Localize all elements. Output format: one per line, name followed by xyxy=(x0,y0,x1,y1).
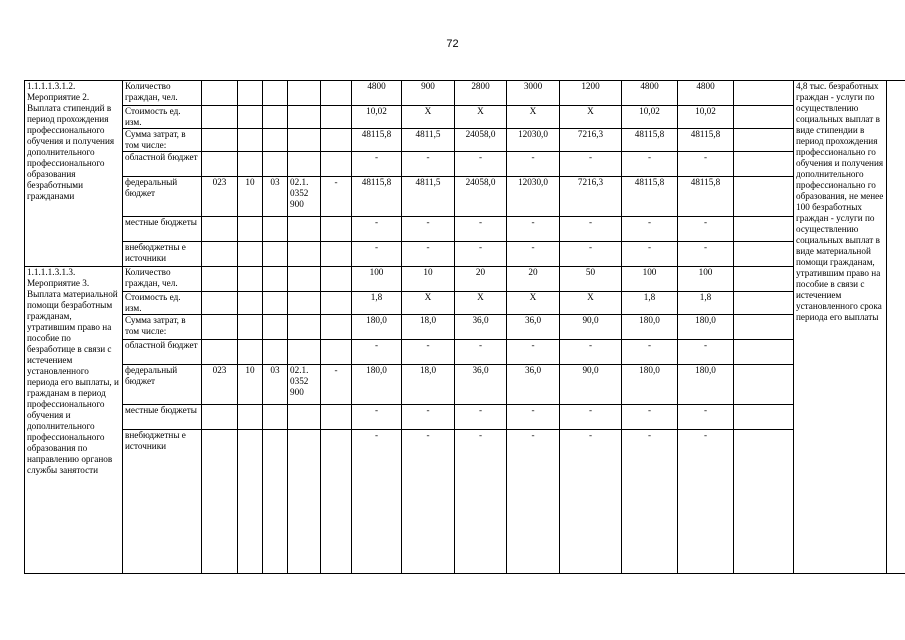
vr-code xyxy=(321,217,352,242)
row-label: областной бюджет xyxy=(123,340,202,365)
value-cell-5: - xyxy=(560,217,622,242)
value-cell-3: - xyxy=(455,242,507,267)
value-cell-6: 180,0 xyxy=(622,315,678,340)
value-cell-4: - xyxy=(507,430,560,574)
value-cell-7: 1,8 xyxy=(678,292,734,315)
rz-code xyxy=(238,292,263,315)
table-row xyxy=(25,430,905,574)
pr-code: 03 xyxy=(263,177,288,217)
row-label: внебюджетны е источники xyxy=(123,242,202,267)
table-row xyxy=(25,340,905,365)
value-cell-2: 18,0 xyxy=(402,315,455,340)
value-cell-5: X xyxy=(560,106,622,129)
rz-code xyxy=(238,152,263,177)
grbs-code xyxy=(202,106,238,129)
pr-code xyxy=(263,106,288,129)
grbs-code xyxy=(202,152,238,177)
value-cell-7: - xyxy=(678,340,734,365)
rz-code xyxy=(238,217,263,242)
value-cell-7: - xyxy=(678,242,734,267)
value-cell-2: 4811,5 xyxy=(402,129,455,152)
value-cell-1: 180,0 xyxy=(352,365,402,405)
value-cell-3: 36,0 xyxy=(455,365,507,405)
table-row xyxy=(25,267,905,292)
value-cell-1: - xyxy=(352,152,402,177)
value-cell-7: 10,02 xyxy=(678,106,734,129)
empty-cell xyxy=(734,106,794,129)
value-cell-1: - xyxy=(352,430,402,574)
rz-code xyxy=(238,129,263,152)
grbs-code xyxy=(202,129,238,152)
vr-code xyxy=(321,267,352,292)
empty-cell xyxy=(734,152,794,177)
value-cell-3: 20 xyxy=(455,267,507,292)
value-cell-5: 1200 xyxy=(560,81,622,106)
value-cell-5: 50 xyxy=(560,267,622,292)
rz-code xyxy=(238,405,263,430)
csr-code xyxy=(288,430,321,574)
grbs-code xyxy=(202,340,238,365)
value-cell-5: 90,0 xyxy=(560,315,622,340)
value-cell-2: - xyxy=(402,430,455,574)
value-cell-1: 1,8 xyxy=(352,292,402,315)
empty-cell xyxy=(734,315,794,340)
value-cell-2: X xyxy=(402,106,455,129)
row-label: Количество граждан, чел. xyxy=(123,81,202,106)
value-cell-3: X xyxy=(455,106,507,129)
value-cell-5: - xyxy=(560,242,622,267)
vr-code xyxy=(321,340,352,365)
row-label: Количество граждан, чел. xyxy=(123,267,202,292)
value-cell-5: 7216,3 xyxy=(560,177,622,217)
row-label: Сумма затрат, в том числе: xyxy=(123,129,202,152)
table-row xyxy=(25,292,905,315)
table-row xyxy=(25,177,905,217)
value-cell-6: 48115,8 xyxy=(622,177,678,217)
rz-code xyxy=(238,106,263,129)
value-cell-6: - xyxy=(622,405,678,430)
pr-code xyxy=(263,405,288,430)
value-cell-4: - xyxy=(507,242,560,267)
grbs-code xyxy=(202,267,238,292)
table-row xyxy=(25,129,905,152)
value-cell-1: 4800 xyxy=(352,81,402,106)
table-row xyxy=(25,315,905,340)
value-cell-7: - xyxy=(678,430,734,574)
value-cell-3: - xyxy=(455,340,507,365)
value-cell-7: 180,0 xyxy=(678,365,734,405)
value-cell-2: - xyxy=(402,340,455,365)
row-label: местные бюджеты xyxy=(123,405,202,430)
grbs-code xyxy=(202,430,238,574)
value-cell-4: 12030,0 xyxy=(507,177,560,217)
value-cell-3: - xyxy=(455,405,507,430)
value-cell-5: 7216,3 xyxy=(560,129,622,152)
empty-cell xyxy=(734,129,794,152)
value-cell-2: - xyxy=(402,217,455,242)
value-cell-5: X xyxy=(560,292,622,315)
value-cell-3: 24058,0 xyxy=(455,177,507,217)
value-cell-3: - xyxy=(455,152,507,177)
grbs-code: 023 xyxy=(202,365,238,405)
value-cell-6: 48115,8 xyxy=(622,129,678,152)
value-cell-5: 90,0 xyxy=(560,365,622,405)
csr-code: 02.1. 0352 900 xyxy=(288,177,321,217)
rz-code: 10 xyxy=(238,365,263,405)
value-cell-4: 20 xyxy=(507,267,560,292)
empty-cell xyxy=(734,405,794,430)
value-cell-4: 36,0 xyxy=(507,365,560,405)
csr-code xyxy=(288,129,321,152)
csr-code xyxy=(288,267,321,292)
empty-cell xyxy=(734,242,794,267)
value-cell-7: - xyxy=(678,152,734,177)
budget-table xyxy=(24,80,905,574)
grbs-code xyxy=(202,315,238,340)
csr-code xyxy=(288,340,321,365)
row-label: внебюджетны е источники xyxy=(123,430,202,574)
value-cell-7: 48115,8 xyxy=(678,129,734,152)
value-cell-6: - xyxy=(622,430,678,574)
value-cell-1: 10,02 xyxy=(352,106,402,129)
table-row xyxy=(25,217,905,242)
table-row xyxy=(25,365,905,405)
empty-cell xyxy=(734,340,794,365)
empty-cell xyxy=(887,81,905,574)
value-cell-7: 100 xyxy=(678,267,734,292)
grbs-code xyxy=(202,405,238,430)
value-cell-1: - xyxy=(352,217,402,242)
value-cell-1: 180,0 xyxy=(352,315,402,340)
row-label: федеральный бюджет xyxy=(123,365,202,405)
table-row xyxy=(25,152,905,177)
row-label: Сумма затрат, в том числе: xyxy=(123,315,202,340)
value-cell-7: - xyxy=(678,405,734,430)
vr-code: - xyxy=(321,177,352,217)
grbs-code xyxy=(202,292,238,315)
value-cell-1: - xyxy=(352,340,402,365)
value-cell-2: 900 xyxy=(402,81,455,106)
vr-code xyxy=(321,315,352,340)
table-row xyxy=(25,106,905,129)
vr-code xyxy=(321,430,352,574)
value-cell-6: 4800 xyxy=(622,81,678,106)
value-cell-6: - xyxy=(622,217,678,242)
value-cell-4: 36,0 xyxy=(507,315,560,340)
vr-code xyxy=(321,242,352,267)
value-cell-4: 3000 xyxy=(507,81,560,106)
csr-code xyxy=(288,217,321,242)
empty-cell xyxy=(734,177,794,217)
empty-cell xyxy=(734,292,794,315)
value-cell-6: 10,02 xyxy=(622,106,678,129)
value-cell-4: - xyxy=(507,405,560,430)
value-cell-6: 100 xyxy=(622,267,678,292)
value-cell-2: - xyxy=(402,152,455,177)
pr-code xyxy=(263,129,288,152)
value-cell-6: 180,0 xyxy=(622,365,678,405)
vr-code xyxy=(321,152,352,177)
rz-code xyxy=(238,315,263,340)
csr-code: 02.1. 0352 900 xyxy=(288,365,321,405)
value-cell-3: 2800 xyxy=(455,81,507,106)
empty-cell xyxy=(734,217,794,242)
result-description: 4,8 тыс. безработных граждан - услуги по осуществлению социальных выплат в виде стипендии в период прохождения профессионально го обучения и получения дополнительного профессионально го образования, не менее 100 безработных граждан - услуги по осуществлению социальных выплат в виде материальной помощи гражданам, утратившим право на пособие в связи с истечением установленного срока периода его выплаты xyxy=(794,81,887,574)
vr-code xyxy=(321,106,352,129)
rz-code xyxy=(238,81,263,106)
value-cell-7: 48115,8 xyxy=(678,177,734,217)
csr-code xyxy=(288,242,321,267)
value-cell-1: 100 xyxy=(352,267,402,292)
value-cell-6: - xyxy=(622,340,678,365)
value-cell-2: - xyxy=(402,242,455,267)
csr-code xyxy=(288,81,321,106)
csr-code xyxy=(288,106,321,129)
rz-code xyxy=(238,430,263,574)
table-row xyxy=(25,405,905,430)
value-cell-5: - xyxy=(560,405,622,430)
pr-code xyxy=(263,267,288,292)
row-label: федеральный бюджет xyxy=(123,177,202,217)
vr-code: - xyxy=(321,365,352,405)
rz-code xyxy=(238,242,263,267)
value-cell-1: - xyxy=(352,405,402,430)
value-cell-5: - xyxy=(560,430,622,574)
pr-code xyxy=(263,430,288,574)
empty-cell xyxy=(734,430,794,574)
value-cell-3: - xyxy=(455,217,507,242)
value-cell-2: 4811,5 xyxy=(402,177,455,217)
value-cell-6: - xyxy=(622,152,678,177)
value-cell-2: 10 xyxy=(402,267,455,292)
row-label: областной бюджет xyxy=(123,152,202,177)
value-cell-1: - xyxy=(352,242,402,267)
value-cell-4: - xyxy=(507,217,560,242)
pr-code xyxy=(263,81,288,106)
grbs-code xyxy=(202,81,238,106)
value-cell-4: X xyxy=(507,292,560,315)
grbs-code: 023 xyxy=(202,177,238,217)
value-cell-7: 4800 xyxy=(678,81,734,106)
value-cell-4: 12030,0 xyxy=(507,129,560,152)
value-cell-3: X xyxy=(455,292,507,315)
value-cell-6: 1,8 xyxy=(622,292,678,315)
pr-code xyxy=(263,217,288,242)
measure-title: 1.1.1.1.3.1.3. Мероприятие 3. Выплата материальной помощи безработным гражданам, утратившим право на пособие по безработице в связи с истечением установленного периода его выплаты, и гражданам в период профессионального обучения и дополнительного профессионального образования по направлению органов службы занятости xyxy=(25,267,123,574)
csr-code xyxy=(288,405,321,430)
pr-code xyxy=(263,340,288,365)
table-row xyxy=(25,81,905,106)
pr-code xyxy=(263,242,288,267)
empty-cell xyxy=(734,81,794,106)
measure-title: 1.1.1.1.3.1.2. Мероприятие 2. Выплата стипендий в период прохождения профессионального обучения и получения дополнительного профессионального образования безработными гражданами xyxy=(25,81,123,267)
grbs-code xyxy=(202,242,238,267)
empty-cell xyxy=(734,365,794,405)
page-number: 72 xyxy=(446,38,459,50)
pr-code xyxy=(263,292,288,315)
csr-code xyxy=(288,315,321,340)
value-cell-5: - xyxy=(560,152,622,177)
value-cell-2: 18,0 xyxy=(402,365,455,405)
rz-code xyxy=(238,267,263,292)
value-cell-4: X xyxy=(507,106,560,129)
grbs-code xyxy=(202,217,238,242)
value-cell-1: 48115,8 xyxy=(352,129,402,152)
empty-cell xyxy=(734,267,794,292)
value-cell-3: 24058,0 xyxy=(455,129,507,152)
vr-code xyxy=(321,292,352,315)
row-label: Стоимость ед. изм. xyxy=(123,292,202,315)
rz-code xyxy=(238,340,263,365)
pr-code: 03 xyxy=(263,365,288,405)
value-cell-4: - xyxy=(507,340,560,365)
value-cell-3: - xyxy=(455,430,507,574)
value-cell-4: - xyxy=(507,152,560,177)
value-cell-5: - xyxy=(560,340,622,365)
table-row xyxy=(25,242,905,267)
value-cell-2: - xyxy=(402,405,455,430)
value-cell-7: 180,0 xyxy=(678,315,734,340)
pr-code xyxy=(263,315,288,340)
vr-code xyxy=(321,129,352,152)
value-cell-6: - xyxy=(622,242,678,267)
value-cell-2: X xyxy=(402,292,455,315)
value-cell-7: - xyxy=(678,217,734,242)
rz-code: 10 xyxy=(238,177,263,217)
row-label: местные бюджеты xyxy=(123,217,202,242)
row-label: Стоимость ед. изм. xyxy=(123,106,202,129)
value-cell-3: 36,0 xyxy=(455,315,507,340)
vr-code xyxy=(321,81,352,106)
pr-code xyxy=(263,152,288,177)
csr-code xyxy=(288,152,321,177)
csr-code xyxy=(288,292,321,315)
value-cell-1: 48115,8 xyxy=(352,177,402,217)
vr-code xyxy=(321,405,352,430)
